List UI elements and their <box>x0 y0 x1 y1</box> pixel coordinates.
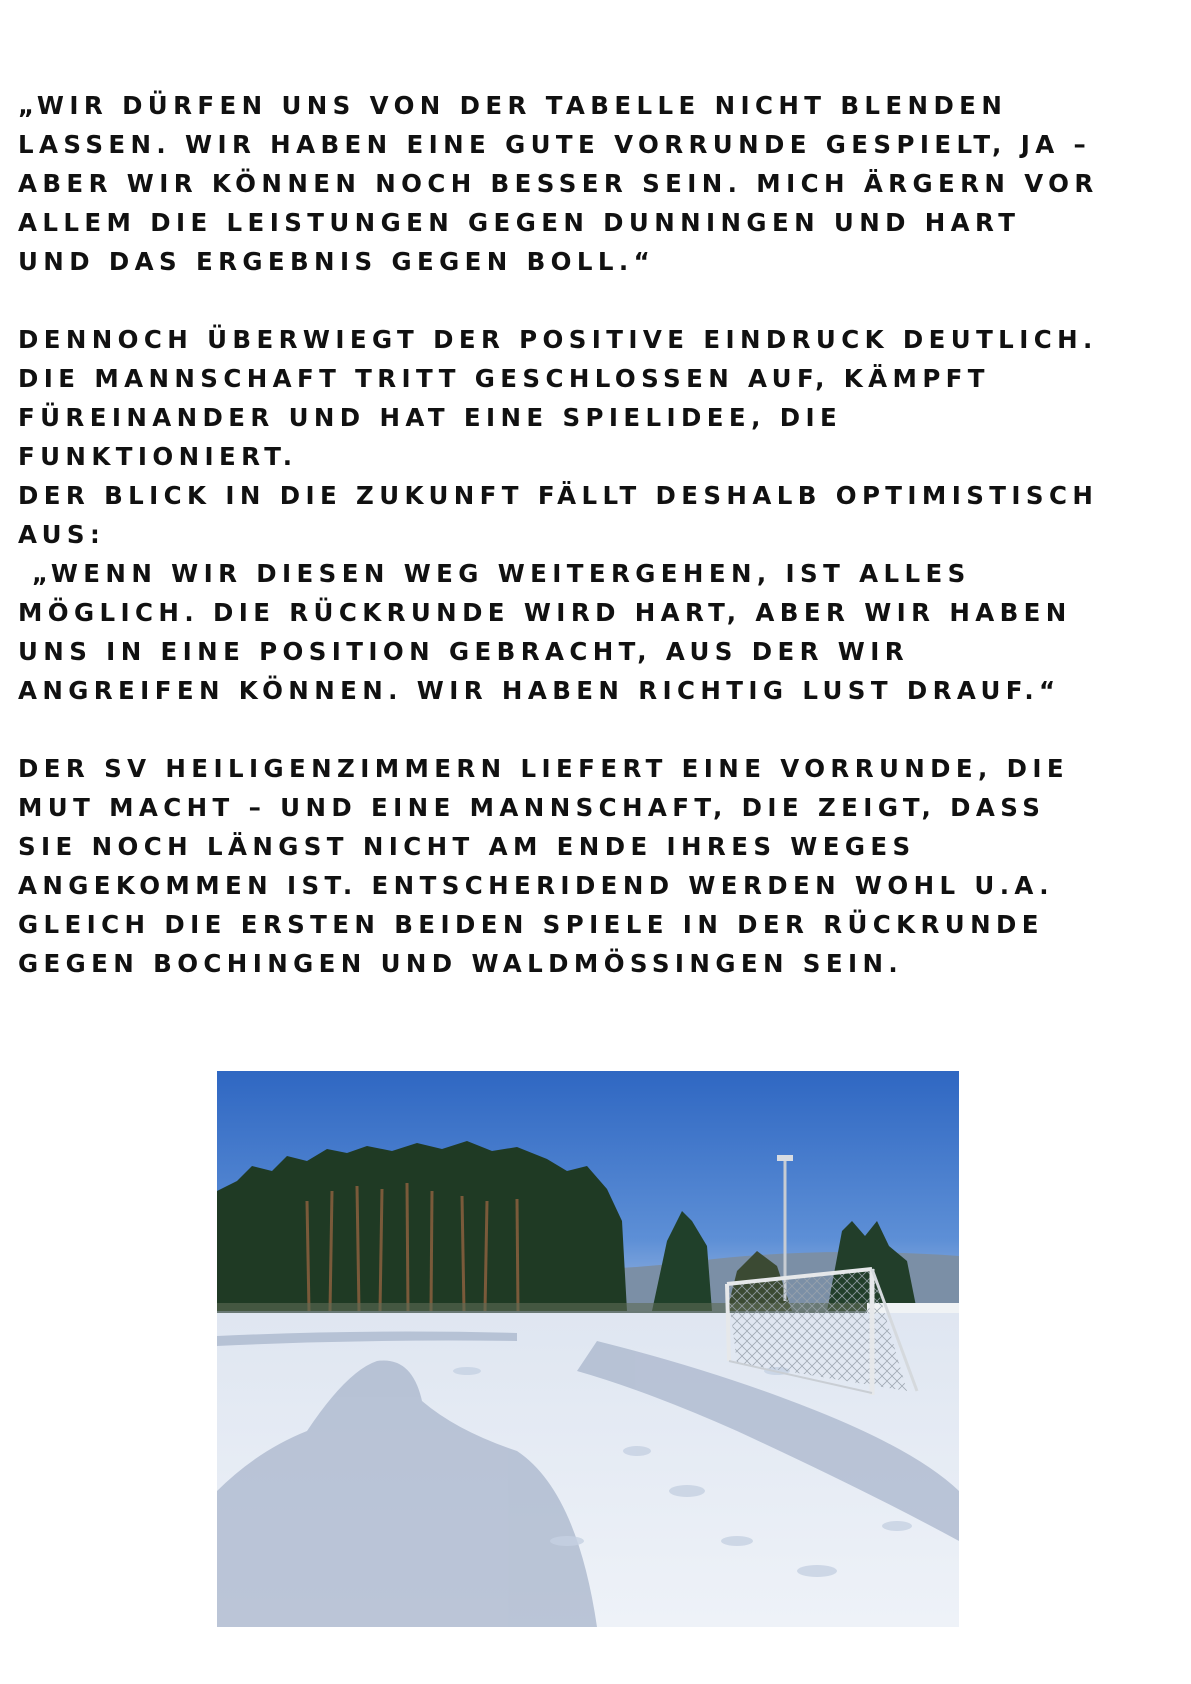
text-line: MUT MACHT – UND EINE MANNSCHAFT, DIE ZEIGT, DASS <box>18 793 1046 822</box>
text-line: „WIR DÜRFEN UNS VON DER TABELLE NICHT BLENDEN <box>18 91 1008 120</box>
paragraph-spacer <box>18 710 1178 749</box>
text-line: DENNOCH ÜBERWIEGT DER POSITIVE EINDRUCK DEUTLICH. <box>18 325 1098 354</box>
paragraph-conclusion <box>18 749 1178 983</box>
text-line: ANGEKOMMEN IST. ENTSCHERIDEND WERDEN WOHL U.A. <box>18 871 1054 900</box>
paragraph-outlook <box>18 320 1178 710</box>
paragraph-quote-1 <box>18 86 1178 281</box>
text-line: UNS IN EINE POSITION GEBRACHT, AUS DER WIR <box>18 637 910 666</box>
text-line: DER SV HEILIGENZIMMERN LIEFERT EINE VORRUNDE, DIE <box>18 754 1070 783</box>
paragraph-spacer <box>18 281 1178 320</box>
text-line: FÜREINANDER UND HAT EINE SPIELIDEE, DIE <box>18 403 843 432</box>
text-line: UND DAS ERGEBNIS GEGEN BOLL.“ <box>18 247 656 276</box>
text-line: AUS: <box>18 520 106 549</box>
text-line: „WENN WIR DIESEN WEG WEITERGEHEN, IST ALLES <box>18 559 971 588</box>
text-line: MÖGLICH. DIE RÜCKRUNDE WIRD HART, ABER WIR HABEN <box>18 598 1072 627</box>
text-line: LASSEN. WIR HABEN EINE GUTE VORRUNDE GESPIELT, JA – <box>18 130 1092 159</box>
text-line: ABER WIR KÖNNEN NOCH BESSER SEIN. MICH ÄRGERN VOR <box>18 169 1099 198</box>
text-line: FUNKTIONIERT. <box>18 442 298 471</box>
text-line: GLEICH DIE ERSTEN BEIDEN SPIELE IN DER RÜCKRUNDE <box>18 910 1044 939</box>
text-line: GEGEN BOCHINGEN UND WALDMÖSSINGEN SEIN. <box>18 949 904 978</box>
text-line: DER BLICK IN DIE ZUKUNFT FÄLLT DESHALB OPTIMISTISCH <box>18 481 1099 510</box>
text-line: DIE MANNSCHAFT TRITT GESCHLOSSEN AUF, KÄMPFT <box>18 364 990 393</box>
text-line: SIE NOCH LÄNGST NICHT AM ENDE IHRES WEGES <box>18 832 916 861</box>
snowy-football-pitch-photo <box>217 1071 959 1627</box>
text-line: ANGREIFEN KÖNNEN. WIR HABEN RICHTIG LUST DRAUF.“ <box>18 676 1061 705</box>
photo-illustration <box>217 1071 959 1627</box>
article-text <box>18 86 1178 983</box>
text-line: ALLEM DIE LEISTUNGEN GEGEN DUNNINGEN UND HART <box>18 208 1021 237</box>
